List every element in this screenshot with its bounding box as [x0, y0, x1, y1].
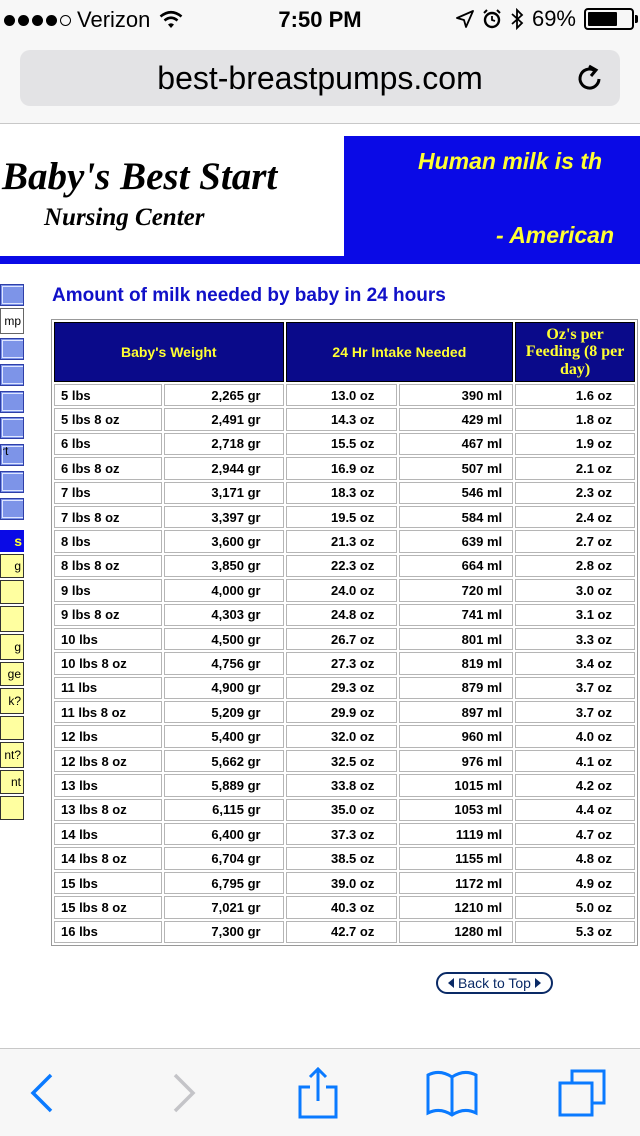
table-row — [54, 921, 635, 943]
weight-lbs-cell: 13 lbs — [54, 774, 162, 796]
intake-ml-cell: 1155 ml — [399, 847, 513, 869]
arrow-right-icon — [535, 978, 541, 988]
weight-lbs-cell: 10 lbs 8 oz — [54, 652, 162, 674]
intake-ml-cell: 1280 ml — [399, 921, 513, 943]
table-row — [54, 506, 635, 528]
intake-oz-cell: 24.0 oz — [286, 579, 398, 601]
sidebar-nav-item[interactable] — [0, 796, 24, 820]
site-logo[interactable] — [0, 136, 344, 260]
intake-ml-cell: 584 ml — [399, 506, 513, 528]
sidebar-nav-item[interactable] — [0, 606, 24, 632]
weight-grams-cell: 3,171 gr — [164, 482, 284, 504]
intake-ml-cell: 546 ml — [399, 482, 513, 504]
back-to-top-button[interactable] — [436, 972, 553, 994]
status-right — [456, 6, 634, 32]
weight-grams-cell: 6,795 gr — [164, 872, 284, 894]
weight-lbs-cell: 7 lbs 8 oz — [54, 506, 162, 528]
per-feeding-cell: 3.0 oz — [515, 579, 635, 601]
table-row — [54, 555, 635, 577]
back-icon[interactable] — [18, 1067, 70, 1119]
weight-lbs-cell: 7 lbs — [54, 482, 162, 504]
table-row — [54, 677, 635, 699]
weight-grams-cell: 6,400 gr — [164, 823, 284, 845]
sidebar-nav-item[interactable] — [0, 417, 24, 439]
weight-grams-cell: 5,400 gr — [164, 725, 284, 747]
weight-lbs-cell: 12 lbs — [54, 725, 162, 747]
weight-lbs-cell: 6 lbs 8 oz — [54, 457, 162, 479]
intake-ml-cell: 976 ml — [399, 750, 513, 772]
logo-subtitle: Nursing Center — [44, 204, 205, 231]
url-text[interactable]: best-breastpumps.com — [157, 60, 483, 96]
table-row — [54, 823, 635, 845]
per-feeding-cell: 4.8 oz — [515, 847, 635, 869]
weight-lbs-cell: 8 lbs 8 oz — [54, 555, 162, 577]
weight-lbs-cell: 14 lbs — [54, 823, 162, 845]
weight-lbs-cell: 11 lbs 8 oz — [54, 701, 162, 723]
intake-ml-cell: 801 ml — [399, 628, 513, 650]
sidebar-nav-item[interactable]: g — [0, 554, 24, 578]
weight-grams-cell: 2,491 gr — [164, 408, 284, 430]
share-icon[interactable] — [292, 1067, 344, 1119]
status-bar — [0, 0, 640, 40]
intake-ml-cell: 741 ml — [399, 604, 513, 626]
per-feeding-cell: 5.0 oz — [515, 896, 635, 918]
battery-percent: 69% — [531, 6, 576, 31]
weight-grams-cell: 6,704 gr — [164, 847, 284, 869]
weight-grams-cell: 4,500 gr — [164, 628, 284, 650]
weight-grams-cell: 4,900 gr — [164, 677, 284, 699]
reload-icon[interactable] — [574, 62, 606, 94]
intake-oz-cell: 33.8 oz — [286, 774, 398, 796]
intake-ml-cell: 960 ml — [399, 725, 513, 747]
intake-ml-cell: 1015 ml — [399, 774, 513, 796]
intake-ml-cell: 819 ml — [399, 652, 513, 674]
intake-ml-cell: 639 ml — [399, 530, 513, 552]
table-row — [54, 652, 635, 674]
per-feeding-cell: 3.3 oz — [515, 628, 635, 650]
weight-grams-cell: 2,944 gr — [164, 457, 284, 479]
quote-banner — [344, 136, 640, 256]
intake-oz-cell: 35.0 oz — [286, 799, 398, 821]
weight-grams-cell: 5,889 gr — [164, 774, 284, 796]
intake-oz-cell: 29.3 oz — [286, 677, 398, 699]
per-feeding-cell: 2.8 oz — [515, 555, 635, 577]
sidebar-nav-item[interactable]: k? — [0, 688, 24, 714]
weight-lbs-cell: 5 lbs — [54, 384, 162, 406]
per-feeding-cell: 4.7 oz — [515, 823, 635, 845]
sidebar-nav-item[interactable]: s — [0, 530, 24, 552]
per-feeding-cell: 4.2 oz — [515, 774, 635, 796]
banner-quote: Human milk is th — [418, 148, 603, 174]
sidebar-nav-item[interactable] — [0, 716, 24, 740]
weight-grams-cell: 4,303 gr — [164, 604, 284, 626]
table-row — [54, 482, 635, 504]
table-row — [54, 872, 635, 894]
table-row — [54, 457, 635, 479]
sidebar-nav-item[interactable]: mp — [0, 308, 24, 334]
table-row — [54, 896, 635, 918]
intake-oz-cell: 39.0 oz — [286, 872, 398, 894]
weight-grams-cell: 3,850 gr — [164, 555, 284, 577]
intake-ml-cell: 664 ml — [399, 555, 513, 577]
intake-oz-cell: 15.5 oz — [286, 433, 398, 455]
sidebar-nav-item[interactable] — [0, 498, 24, 520]
weight-lbs-cell: 15 lbs — [54, 872, 162, 894]
table-row — [54, 701, 635, 723]
sidebar-nav-item[interactable] — [0, 580, 24, 604]
intake-ml-cell: 720 ml — [399, 579, 513, 601]
weight-lbs-cell: 14 lbs 8 oz — [54, 847, 162, 869]
sidebar-nav-item[interactable]: rt — [0, 444, 24, 466]
table-row — [54, 579, 635, 601]
weight-grams-cell: 6,115 gr — [164, 799, 284, 821]
weight-lbs-cell: 11 lbs — [54, 677, 162, 699]
tabs-icon[interactable] — [556, 1067, 608, 1119]
weight-grams-cell: 7,300 gr — [164, 921, 284, 943]
battery-fill — [588, 12, 617, 26]
sidebar-nav-item[interactable]: g — [0, 634, 24, 660]
table-row — [54, 408, 635, 430]
intake-oz-cell: 42.7 oz — [286, 921, 398, 943]
table-row — [54, 628, 635, 650]
intake-ml-cell: 429 ml — [399, 408, 513, 430]
intake-oz-cell: 24.8 oz — [286, 604, 398, 626]
browser-toolbar — [0, 1048, 640, 1136]
weight-grams-cell: 4,000 gr — [164, 579, 284, 601]
intake-ml-cell: 1119 ml — [399, 823, 513, 845]
table-row — [54, 847, 635, 869]
logo-title: Baby's Best Start — [2, 155, 278, 198]
sidebar-nav-item[interactable]: nt? — [0, 742, 24, 768]
intake-ml-cell: 1053 ml — [399, 799, 513, 821]
per-feeding-cell: 2.4 oz — [515, 506, 635, 528]
address-bar[interactable] — [20, 50, 620, 106]
intake-oz-cell: 19.5 oz — [286, 506, 398, 528]
header-per-feeding: Oz's per Feeding (8 per day) — [515, 322, 635, 382]
weight-lbs-cell: 8 lbs — [54, 530, 162, 552]
weight-grams-cell: 5,209 gr — [164, 701, 284, 723]
site-header — [0, 124, 640, 266]
sidebar-nav-item[interactable] — [0, 391, 24, 413]
section-title: Amount of milk needed by baby in 24 hours — [52, 285, 446, 306]
intake-oz-cell: 16.9 oz — [286, 457, 398, 479]
sidebar-nav-item[interactable] — [0, 471, 24, 493]
intake-oz-cell: 13.0 oz — [286, 384, 398, 406]
per-feeding-cell: 5.3 oz — [515, 921, 635, 943]
sidebar-nav-item[interactable] — [0, 338, 24, 360]
table-row — [54, 799, 635, 821]
table-row — [54, 433, 635, 455]
weight-lbs-cell: 5 lbs 8 oz — [54, 408, 162, 430]
per-feeding-cell: 4.9 oz — [515, 872, 635, 894]
table-row — [54, 725, 635, 747]
back-to-top-label: Back to Top — [458, 975, 531, 991]
per-feeding-cell: 3.1 oz — [515, 604, 635, 626]
per-feeding-cell: 3.7 oz — [515, 677, 635, 699]
bookmarks-icon[interactable] — [426, 1067, 478, 1119]
per-feeding-cell: 1.6 oz — [515, 384, 635, 406]
weight-grams-cell: 5,662 gr — [164, 750, 284, 772]
intake-oz-cell: 22.3 oz — [286, 555, 398, 577]
intake-oz-cell: 38.5 oz — [286, 847, 398, 869]
battery-icon — [584, 8, 634, 30]
sidebar-nav-item[interactable]: ge — [0, 662, 24, 686]
banner-attribution: - American — [496, 222, 615, 248]
weight-grams-cell: 3,600 gr — [164, 530, 284, 552]
weight-lbs-cell: 10 lbs — [54, 628, 162, 650]
header-intake: 24 Hr Intake Needed — [286, 322, 514, 382]
table-header-row — [54, 322, 635, 382]
location-arrow-icon — [456, 10, 474, 28]
header-rule — [0, 256, 640, 264]
intake-oz-cell: 26.7 oz — [286, 628, 398, 650]
weight-lbs-cell: 9 lbs — [54, 579, 162, 601]
weight-grams-cell: 7,021 gr — [164, 896, 284, 918]
per-feeding-cell: 1.8 oz — [515, 408, 635, 430]
intake-oz-cell: 27.3 oz — [286, 652, 398, 674]
weight-lbs-cell: 12 lbs 8 oz — [54, 750, 162, 772]
per-feeding-cell: 2.1 oz — [515, 457, 635, 479]
intake-ml-cell: 879 ml — [399, 677, 513, 699]
intake-oz-cell: 37.3 oz — [286, 823, 398, 845]
table-row — [54, 604, 635, 626]
intake-oz-cell: 18.3 oz — [286, 482, 398, 504]
intake-oz-cell: 32.0 oz — [286, 725, 398, 747]
weight-lbs-cell: 6 lbs — [54, 433, 162, 455]
forward-icon[interactable] — [156, 1067, 208, 1119]
sidebar-nav-item[interactable] — [0, 364, 24, 386]
sidebar-nav-item[interactable] — [0, 284, 24, 306]
per-feeding-cell: 3.7 oz — [515, 701, 635, 723]
intake-ml-cell: 897 ml — [399, 701, 513, 723]
per-feeding-cell: 4.1 oz — [515, 750, 635, 772]
weight-grams-cell: 4,756 gr — [164, 652, 284, 674]
weight-lbs-cell: 16 lbs — [54, 921, 162, 943]
intake-oz-cell: 40.3 oz — [286, 896, 398, 918]
intake-oz-cell: 32.5 oz — [286, 750, 398, 772]
weight-grams-cell: 3,397 gr — [164, 506, 284, 528]
sidebar-nav-item[interactable]: nt — [0, 770, 24, 794]
per-feeding-cell: 2.3 oz — [515, 482, 635, 504]
per-feeding-cell: 2.7 oz — [515, 530, 635, 552]
table-row — [54, 530, 635, 552]
table-row — [54, 384, 635, 406]
intake-ml-cell: 507 ml — [399, 457, 513, 479]
clock: 7:50 PM — [278, 7, 362, 32]
arrow-left-icon — [448, 978, 454, 988]
alarm-icon — [482, 9, 502, 29]
intake-ml-cell: 390 ml — [399, 384, 513, 406]
bluetooth-icon — [510, 8, 524, 30]
intake-oz-cell: 14.3 oz — [286, 408, 398, 430]
weight-grams-cell: 2,718 gr — [164, 433, 284, 455]
weight-grams-cell: 2,265 gr — [164, 384, 284, 406]
intake-oz-cell: 21.3 oz — [286, 530, 398, 552]
carrier-name: Verizon — [77, 7, 151, 32]
header-weight: Baby's Weight — [54, 322, 284, 382]
browser-nav-bar — [0, 40, 640, 124]
milk-intake-table — [51, 319, 638, 946]
intake-oz-cell: 29.9 oz — [286, 701, 398, 723]
per-feeding-cell: 4.4 oz — [515, 799, 635, 821]
intake-ml-cell: 1210 ml — [399, 896, 513, 918]
per-feeding-cell: 4.0 oz — [515, 725, 635, 747]
per-feeding-cell: 1.9 oz — [515, 433, 635, 455]
table-row — [54, 774, 635, 796]
intake-ml-cell: 1172 ml — [399, 872, 513, 894]
weight-lbs-cell: 9 lbs 8 oz — [54, 604, 162, 626]
per-feeding-cell: 3.4 oz — [515, 652, 635, 674]
weight-lbs-cell: 13 lbs 8 oz — [54, 799, 162, 821]
table-row — [54, 750, 635, 772]
intake-ml-cell: 467 ml — [399, 433, 513, 455]
weight-lbs-cell: 15 lbs 8 oz — [54, 896, 162, 918]
